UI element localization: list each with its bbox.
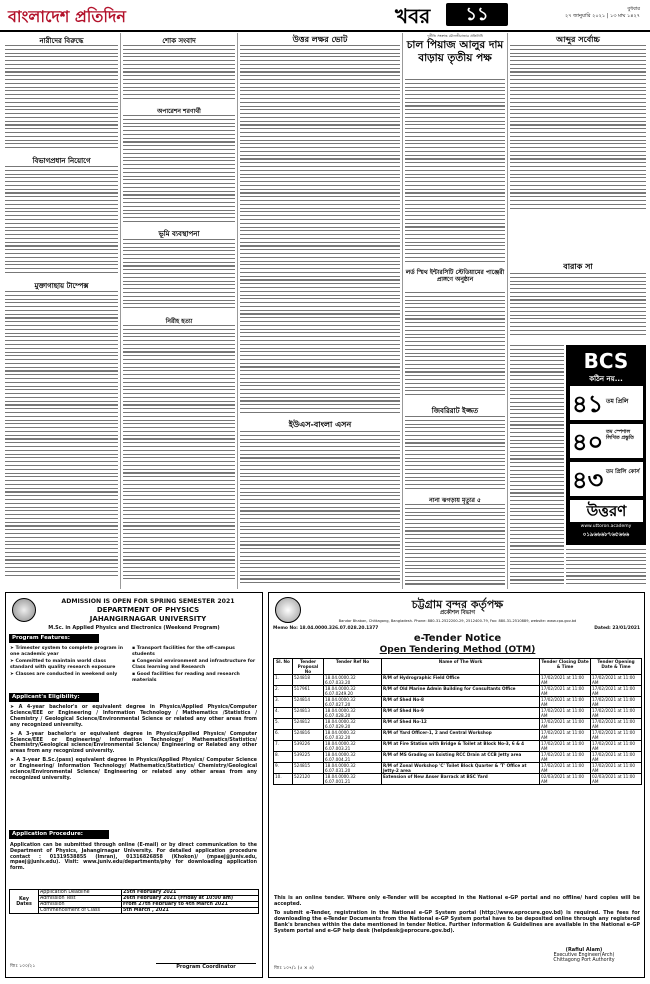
- tender-cell: 17/02/2021 at 11:00 AM: [591, 752, 642, 763]
- col2-headline-top: শোক সংবাদ: [162, 37, 196, 45]
- col4-headline-d: জিবরিরাট ইজ্জত: [431, 407, 479, 415]
- admission-footer-left: জিঃ ১০০/২১: [10, 964, 36, 969]
- tender-cell: 18.04.0000.32 6.07.032.20: [324, 730, 382, 741]
- tender-cell: 17/02/2021 at 11:00 AM: [540, 741, 591, 752]
- signature-title: Executive Engineer(Arch): [553, 953, 615, 958]
- article-text: [123, 325, 235, 589]
- article-text: [123, 45, 235, 103]
- procedure-title: Application Procedure:: [12, 831, 84, 837]
- features-right: [132, 646, 258, 683]
- date-full: ২৭ জানুয়ারি ২০২১ | ১৩ মাঘ ১৪২৭: [564, 13, 640, 19]
- tender-cell: 18.04.0000.32 6.07.027.20: [324, 697, 382, 708]
- tender-footer-left: জিঃ ১০৭/১ (৫ × ৪): [274, 966, 314, 971]
- tender-cell: 17/02/2021 at 11:00 AM: [591, 741, 642, 752]
- tender-cell: 18.04.0000.32 6.07.003.21: [324, 741, 382, 752]
- tender-row: [274, 752, 642, 763]
- features-heading: [9, 634, 99, 643]
- column-rule: [237, 33, 238, 589]
- column-2: [123, 33, 235, 589]
- article-text: [240, 45, 400, 415]
- col5-headline-b: বারাক সা: [563, 262, 593, 271]
- tender-cell: 8.: [274, 752, 293, 763]
- col-header: Tender Proposal No: [293, 659, 324, 675]
- tender-row: [274, 741, 642, 752]
- bcs-advertisement[interactable]: [566, 345, 646, 545]
- procedure-text: Application can be submitted through online (E-mail) or by direct communication to the Department of Physics, Jahangirnagar University. For detailed application procedure contact : 01319538855 (Imran), 01316826858 (Khokon)/ (mpaej@juniv.edu, mpaej@juniv.edu). Visit: www.juniv.edu/departments/phy for downloading application form.: [10, 843, 257, 872]
- feature-item: ➤ Committed to maintain world class standard with quality research exposure: [10, 659, 116, 670]
- col3-headline-b: ইউএস-বাংলা এসন: [288, 420, 352, 429]
- masthead-divider: [0, 30, 650, 32]
- tender-cell: 3.: [274, 697, 293, 708]
- tender-cell: R/M of Shed No-8: [382, 697, 540, 708]
- tender-cell: 524816: [293, 730, 324, 741]
- key-date-label: Admission Test: [39, 896, 122, 902]
- tender-cell: 524812: [293, 719, 324, 730]
- key-dates-title: Key Dates: [10, 890, 39, 914]
- tender-signature: [529, 947, 639, 963]
- key-date-value: 25th February 2021: [122, 890, 259, 896]
- tender-cell: 17/02/2021 at 11:00 AM: [591, 719, 642, 730]
- tender-cell: 17/02/2021 at 11:00 AM: [591, 730, 642, 741]
- tender-cell: 1.: [274, 675, 293, 686]
- bcs-num-1: ৪১: [572, 390, 604, 418]
- tender-cell: 17/02/2021 at 11:00 AM: [540, 708, 591, 719]
- admission-line-1: ADMISSION IS OPEN FOR SPRING SEMESTER 2021: [61, 598, 235, 605]
- key-date-value: From 27th February to 4th March 2021: [122, 902, 259, 908]
- tender-header-row: [274, 659, 642, 675]
- tender-row: [274, 730, 642, 741]
- tender-cell: 9.: [274, 763, 293, 774]
- tender-cell: 18.04.0000.32 6.07.029.20: [324, 719, 382, 730]
- tender-memo: Memo No: 18.04.0000.326.07.028.20.1377: [273, 626, 379, 631]
- bcs-num-2-label: তম স্পেশাল লিখিত প্রস্তুতি: [606, 429, 634, 441]
- bcs-row-3: [570, 462, 643, 496]
- tender-cell: Extension of New Anser Barrack at BSC Yard: [382, 774, 540, 785]
- col-header: Sl. No: [274, 659, 293, 675]
- tender-cell: 17/02/2021 at 11:00 AM: [540, 752, 591, 763]
- column-4: [405, 33, 505, 589]
- eligibility-item: ➤ A 3-year B.Sc.(pass) equivalent degree in Physics/Applied Physics/ Computer Science or Engineering/ Information Technology/ Mathematics/Statistics/ Chemistry/Geological science/Environmental Science/ Engineering or related any other areas from any recognized university.: [10, 757, 257, 781]
- article-text: [510, 345, 564, 589]
- tender-cell: 17/02/2021 at 11:00 AM: [591, 675, 642, 686]
- tender-cell: 522120: [293, 774, 324, 785]
- bcs-row-2: [570, 424, 643, 458]
- bcs-website[interactable]: www.uttoron.academy: [580, 524, 632, 529]
- tender-dated: Dated: 23/01/2021: [594, 626, 640, 631]
- tender-cell: 18.04.0000.32 6.07.028.20: [324, 708, 382, 719]
- tender-note-2: To submit e-Tender, registration in the National e-GP System portal (http://www.eprocure.gov.bd) is required. The fees for downloading the e-Tender Documents from the National e-GP System portal have to be deposited online through any registered Bank's branches within the date mentioned in tender Notice. Further information & Guidelines are available in the National e-GP System portal and e-GP help desk (helpdesk@eprocure.gov.bd).: [274, 910, 640, 934]
- admission-line-3: JAHANGIRNAGAR UNIVERSITY: [89, 615, 207, 623]
- tender-cell: 17/02/2021 at 11:00 AM: [540, 686, 591, 697]
- col4-headline-e: নানা ঝগড়ায় মৃত্যুর ৫: [429, 497, 481, 504]
- article-text: [566, 549, 646, 589]
- column-3: [240, 33, 400, 589]
- tender-cell: 17/02/2021 at 11:00 AM: [540, 675, 591, 686]
- bcs-title: BCS: [583, 349, 629, 373]
- eligibility-heading: [9, 693, 99, 702]
- eligibility-item: ➤ A 4-year bachelor's or equivalent degree in Physics/Applied Physics/Computer Science/EEE or Engineering / Information Technology / Mathematics /Statistics / Chemistry / Geological Science/Environmental Science or related any other areas from any recognized university.: [10, 704, 257, 728]
- col2-headline-d: নিরীহ হত্যা: [165, 318, 193, 325]
- procedure-heading: [9, 830, 109, 839]
- key-date-label: Commencement of Class: [39, 908, 122, 914]
- tender-cell: 18.04.0000.32 6.07.031.20: [324, 763, 382, 774]
- tender-row: [274, 763, 642, 774]
- article-text: [123, 115, 235, 225]
- tender-cell: R/M of Shed No-12: [382, 719, 540, 730]
- bcs-num-2: ৪০: [572, 428, 604, 456]
- eligibility-list: [10, 705, 257, 782]
- article-text: [5, 45, 118, 153]
- bcs-phone[interactable]: ০১৯৬৬৬৮৭৬৫৬৬৬: [582, 532, 630, 538]
- bcs-brand: [570, 500, 643, 522]
- page-number: ১১: [465, 4, 489, 25]
- tender-org: চট্টগ্রাম বন্দর কর্তৃপক্ষ: [411, 598, 504, 611]
- bcs-num-1-label: তম প্রিলি: [606, 398, 629, 405]
- tender-cell: 524818: [293, 675, 324, 686]
- column-5: [510, 33, 646, 589]
- admission-logo: [12, 598, 36, 622]
- key-date-value: 5th March , 2021: [122, 908, 259, 914]
- features-title: Program Features:: [12, 635, 70, 641]
- tender-note-1: This is an online tender. Where only e-Tender will be accepted in the National e-GP portal and no offline/ hard copies will be accepted.: [274, 895, 640, 907]
- col-header: Tender Closing Date & Time: [540, 659, 591, 675]
- tender-dept: প্রকৌশল বিভাগ: [440, 610, 475, 616]
- col1-headline-top: নারীদের বিরুদ্ধে: [39, 37, 84, 45]
- date-day: বুধবার: [627, 6, 640, 12]
- article-text: [405, 292, 505, 400]
- tender-cell: 17/02/2021 at 11:00 AM: [591, 697, 642, 708]
- feature-item: ➤ Classes are conducted in weekend only: [10, 672, 118, 677]
- tender-cell: 17/02/2021 at 11:00 AM: [540, 697, 591, 708]
- tender-address: Bandar Bhaban, Chittagong, Bangladesh. Phone: 880-31-2522200-29, 2512400-79, Fax: 880-31-2510889, website: www.cpa.gov.bd: [338, 619, 577, 623]
- tender-cell: 18.04.0000.32 6.07.004.21: [324, 752, 382, 763]
- signature-name: (Rafiul Alam): [565, 947, 603, 953]
- column-rule: [507, 33, 508, 589]
- key-dates: [9, 889, 259, 914]
- tender-cell: R/M of Yard Officer-1, 2 and Central Workshop: [382, 730, 540, 741]
- tender-row: [274, 675, 642, 686]
- tender-row: [274, 719, 642, 730]
- article-text: [405, 416, 505, 492]
- page-number-box: [446, 3, 508, 26]
- masthead: [0, 0, 650, 30]
- key-date-label: Admission: [39, 902, 122, 908]
- features-left: [10, 646, 128, 678]
- tender-row: [274, 697, 642, 708]
- article-text: [240, 431, 400, 589]
- tender-table-wrap: [273, 658, 642, 785]
- article-text: [5, 291, 118, 587]
- eligibility-item: ➤ A 3-year bachelor's or equivalent degree in Physics/Applied Physics/ Computer Science/EEE or Engineering/ Information Technology/ Mathematics/Statistics/ Chemistry/Geological science/Environmental Science/ Engineering or Related any other areas from any recognized university.: [10, 730, 257, 755]
- tender-cell: 10.: [274, 774, 293, 785]
- tender-row: [274, 686, 642, 697]
- col1-headline-c: মুক্তাগাছায় টাম্পেক্স: [34, 282, 89, 290]
- col4-main-headline: চাল পিয়াজ আলুর দাম বাড়ায় তৃতীয় পক্ষ: [406, 39, 504, 64]
- key-date-value: 26th February 2021 (Friday at 10:00 am): [122, 896, 259, 902]
- tender-cell: 7.: [274, 741, 293, 752]
- tender-row: [274, 774, 642, 785]
- key-date-row: [10, 896, 259, 902]
- admission-line-4: M.Sc. in Applied Physics and Electronics (Weekend Program): [48, 625, 220, 631]
- tender-cell: R/M at Fire Station with Bridge & Toilet at Block No-3, 6 & 4: [382, 741, 540, 752]
- col4-kicker: দুর্নীতি সংক্রান্ত মৌলভীবাজার প্রতিনিধি: [427, 34, 483, 38]
- bcs-num-3-label: তম প্রিলি কোর্স: [606, 469, 640, 475]
- section-title: খবর: [395, 4, 431, 28]
- article-text: [510, 45, 646, 215]
- tender-cell: 17/02/2021 at 11:00 AM: [591, 708, 642, 719]
- bcs-brand-text: উত্তরণ: [586, 502, 627, 520]
- tender-cell: 4.: [274, 708, 293, 719]
- tender-cell: 17/02/2021 at 11:00 AM: [591, 686, 642, 697]
- column-rule: [402, 33, 403, 589]
- program-coordinator: Program Coordinator: [156, 963, 256, 970]
- col3-headline-top: উত্তর লক্ষর ভোট: [292, 35, 348, 44]
- key-date-label: Application Deadline: [39, 890, 122, 896]
- tender-cell: 524815: [293, 763, 324, 774]
- tender-cell: 17/02/2021 at 11:00 AM: [591, 763, 642, 774]
- column-rule: [120, 33, 121, 589]
- bcs-row-1: [570, 386, 643, 420]
- admission-line-2: DEPARTMENT OF PHYSICS: [96, 606, 200, 614]
- tender-table: [273, 658, 642, 785]
- tender-cell: 5.: [274, 719, 293, 730]
- tender-subtitle: Open Tendering Method (OTM): [379, 645, 536, 655]
- bcs-subtitle: কঠিন নয়...: [589, 375, 623, 383]
- feature-item: ▪ Good facilities for reading and research materials: [132, 672, 240, 683]
- col-header: Tender Opening Date & Time: [591, 659, 642, 675]
- feature-item: ▪ Transport facilities for the off-campus students: [132, 646, 235, 657]
- newspaper-logo: বাংলাদেশ প্রতিদিন: [8, 7, 126, 26]
- bcs-num-3: ৪৩: [572, 466, 604, 494]
- key-dates-table: [9, 889, 259, 914]
- col5-headline-top: আব্দুর সর্বোচ্চ: [556, 35, 600, 44]
- tender-cell: 524813: [293, 708, 324, 719]
- tender-cell: 539226: [293, 741, 324, 752]
- tender-cell: R/M of Zonal Workshop 'C' Toilet Block Quarter & 'T' Office at Jetty-2 area: [382, 763, 540, 774]
- admission-advertisement[interactable]: [5, 592, 263, 978]
- tender-cell: R/M of MS Grading on Existing RCC Drain at CCB Jetty area: [382, 752, 540, 763]
- tender-cell: 02/03/2021 at 11:00 AM: [591, 774, 642, 785]
- article-text: [405, 79, 505, 267]
- column-1: [5, 33, 118, 589]
- tender-cell: 18.04.0000.32 6.07.001.21: [324, 774, 382, 785]
- tender-cell: 17/02/2021 at 11:00 AM: [540, 719, 591, 730]
- feature-item: ▪ Congenial environment and infrastructure for Class learning and Research: [132, 659, 256, 670]
- tender-cell: 539225: [293, 752, 324, 763]
- tender-cell: R/M of Hydrographic Field Office: [382, 675, 540, 686]
- article-text: [123, 239, 235, 313]
- tender-notice[interactable]: [268, 592, 645, 978]
- key-date-row: [10, 902, 259, 908]
- tender-title: e-Tender Notice: [413, 633, 502, 644]
- tender-cell: 524814: [293, 697, 324, 708]
- article-text: [405, 504, 505, 589]
- tender-cell: R/M of Shed No-9: [382, 708, 540, 719]
- col4-headline-b: লর্ড স্মিথ ইন্টারসিটি স্টেডিয়ামের পাঞ্জেরী প্রাঙ্গণে অনুষ্ঠান: [405, 269, 505, 283]
- col1-headline-b: বিভাগপ্রধান নিয়োগে: [32, 157, 91, 165]
- signature-org: Chittagong Port Authority: [553, 958, 615, 963]
- tender-cell: 02/03/2021 at 11:00 AM: [540, 774, 591, 785]
- tender-cell: 517961: [293, 686, 324, 697]
- eligibility-title: Applicant's Eligibility:: [12, 694, 80, 700]
- tender-cell: 18.04.0000.32 6.07.033.20: [324, 675, 382, 686]
- col-header: Tender Ref No: [324, 659, 382, 675]
- tender-cell: 17/02/2021 at 11:00 AM: [540, 730, 591, 741]
- col2-headline-b: অপারেশন শরণার্থী: [157, 108, 201, 115]
- tender-cell: 6.: [274, 730, 293, 741]
- tender-cell: 17/02/2021 at 11:00 AM: [540, 763, 591, 774]
- tender-cell: 2.: [274, 686, 293, 697]
- feature-item: ➤ Trimester system to complete program in one academic year: [10, 646, 123, 657]
- article-text: [510, 273, 646, 341]
- col-header: Name of The Work: [382, 659, 540, 675]
- col2-headline-c: ভূমি ব্যবস্থাপনা: [158, 230, 200, 238]
- tender-cell: 18.04.0000.32 6.07.0249.20: [324, 686, 382, 697]
- tender-cell: R/M of Old Marine Admin Building for Consultants Office: [382, 686, 540, 697]
- article-text: [5, 166, 118, 278]
- key-date-row: [10, 908, 259, 914]
- tender-row: [274, 708, 642, 719]
